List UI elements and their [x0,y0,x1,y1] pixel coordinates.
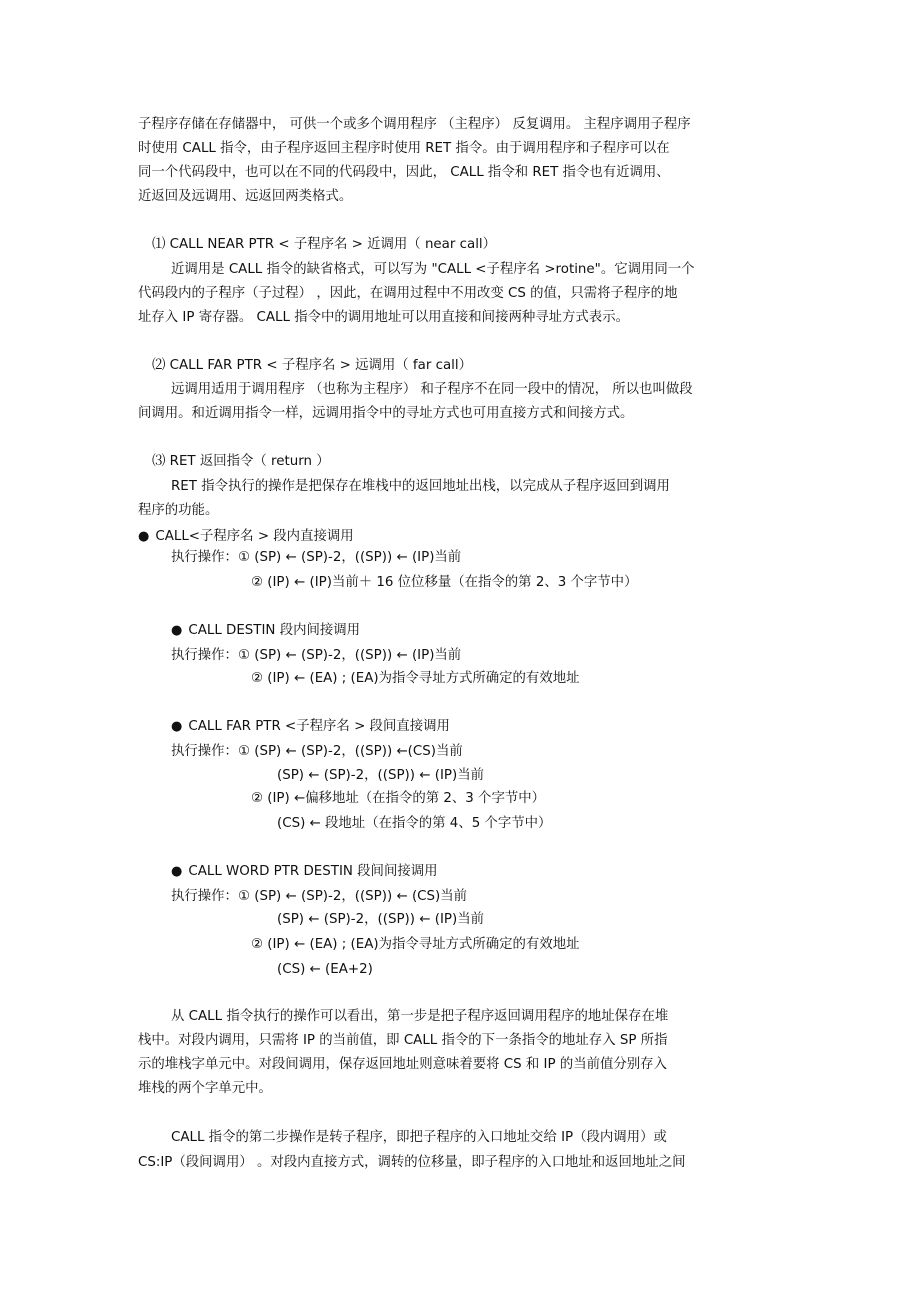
intro-line-2: 时使用 CALL 指令，由子程序返回主程序时使用 RET 指令。由于调用程序和子程序可以在 [138,141,670,156]
section1-line-3: 址存入 IP 寄存器。 CALL 指令中的调用地址可以用直接和间接两种寻址方式表示。 [138,310,629,325]
bullet-1-title: CALL<子程序名 > 段内直接调用 [155,529,354,544]
bullet-3-op-2: (SP) ← (SP)-2，((SP)) ← (IP)当前 [277,768,484,783]
para-a-line-1: 从 CALL 指令执行的操作可以看出，第一步是把子程序返回调用程序的地址保存在堆 [171,1009,669,1024]
bullet-4-op-3: ② (IP) ← (EA) ; (EA)为指令寻址方式所确定的有效地址 [251,937,580,952]
bullet-4-op-4: (CS) ← (EA+2) [277,962,373,977]
bullet-1-op-2: ② (IP) ← (IP)当前＋ 16 位位移量（在指令的第 2、3 个字节中） [251,575,638,590]
bullet-2-op-2: ② (IP) ← (EA) ; (EA)为指令寻址方式所确定的有效地址 [251,671,580,686]
bullet-1-heading [138,528,354,546]
para-a-line-4: 堆栈的两个字单元中。 [138,1081,272,1096]
section3-line-2: 程序的功能。 [138,503,219,518]
section1-heading: ⑴ CALL NEAR PTR < 子程序名 > 近调用（ near call） [152,237,497,252]
bullet-2-heading [171,622,360,640]
bullet-2-op-1: 执行操作：① (SP) ← (SP)-2，((SP)) ← (IP)当前 [171,648,462,663]
bullet-dot-icon: ● [171,719,183,734]
bullet-dot-icon: ● [138,529,150,544]
bullet-4-op-2: (SP) ← (SP)-2，((SP)) ← (IP)当前 [277,912,484,927]
bullet-4-op-1: 执行操作：① (SP) ← (SP)-2，((SP)) ← (CS)当前 [171,889,468,904]
para-b-line-2: CS:IP（段间调用） 。对段内直接方式，调转的位移量，即子程序的入口地址和返回地址之间 [138,1155,686,1170]
para-a-line-3: 示的堆栈字单元中。对段间调用，保存返回地址则意味着要将 CS 和 IP 的当前值分别存入 [138,1057,667,1072]
intro-line-4: 近返回及远调用、远返回两类格式。 [138,189,353,204]
bullet-4-title: CALL WORD PTR DESTIN 段间间接调用 [188,864,438,879]
section3-line-1: RET 指令执行的操作是把保存在堆栈中的返回地址出栈，以完成从子程序返回到调用 [171,479,670,494]
intro-line-3: 同一个代码段中，也可以在不同的代码段中，因此， CALL 指令和 RET 指令也有近调用、 [138,165,670,180]
bullet-3-op-3: ② (IP) ←偏移地址（在指令的第 2、3 个字节中） [251,791,546,806]
bullet-3-op-4: (CS) ← 段地址（在指令的第 4、5 个字节中） [277,816,552,831]
section2-line-1: 远调用适用于调用程序 （也称为主程序） 和子程序不在同一段中的情况， 所以也叫做段 [171,382,693,397]
bullet-3-title: CALL FAR PTR <子程序名 > 段间直接调用 [188,719,450,734]
bullet-dot-icon: ● [171,864,183,879]
bullet-4-heading [171,863,438,881]
bullet-dot-icon: ● [171,623,183,638]
section1-line-2: 代码段内的子程序（子过程） ，因此，在调用过程中不用改变 CS 的值，只需将子程序的地 [138,286,678,301]
section3-heading: ⑶ RET 返回指令（ return ） [152,454,330,469]
bullet-2-title: CALL DESTIN 段内间接调用 [188,623,361,638]
bullet-1-op-1: 执行操作：① (SP) ← (SP)-2，((SP)) ← (IP)当前 [171,550,462,565]
bullet-3-op-1: 执行操作：① (SP) ← (SP)-2，((SP)) ←(CS)当前 [171,744,463,759]
para-b-line-1: CALL 指令的第二步操作是转子程序，即把子程序的入口地址交给 IP（段内调用）或 [171,1130,667,1145]
section1-line-1: 近调用是 CALL 指令的缺省格式，可以写为 "CALL <子程序名 >rotine"。它调用同一个 [171,262,695,277]
section2-line-2: 间调用。和近调用指令一样，远调用指令中的寻址方式也可用直接方式和间接方式。 [138,406,634,421]
para-a-line-2: 栈中。对段内调用，只需将 IP 的当前值，即 CALL 指令的下一条指令的地址存入 SP 所指 [138,1033,668,1048]
section2-heading: ⑵ CALL FAR PTR < 子程序名 > 远调用（ far call） [152,358,473,373]
bullet-3-heading [171,718,450,736]
intro-line-1: 子程序存储在存储器中， 可供一个或多个调用程序 （主程序） 反复调用。 主程序调用子程序 [138,117,691,132]
